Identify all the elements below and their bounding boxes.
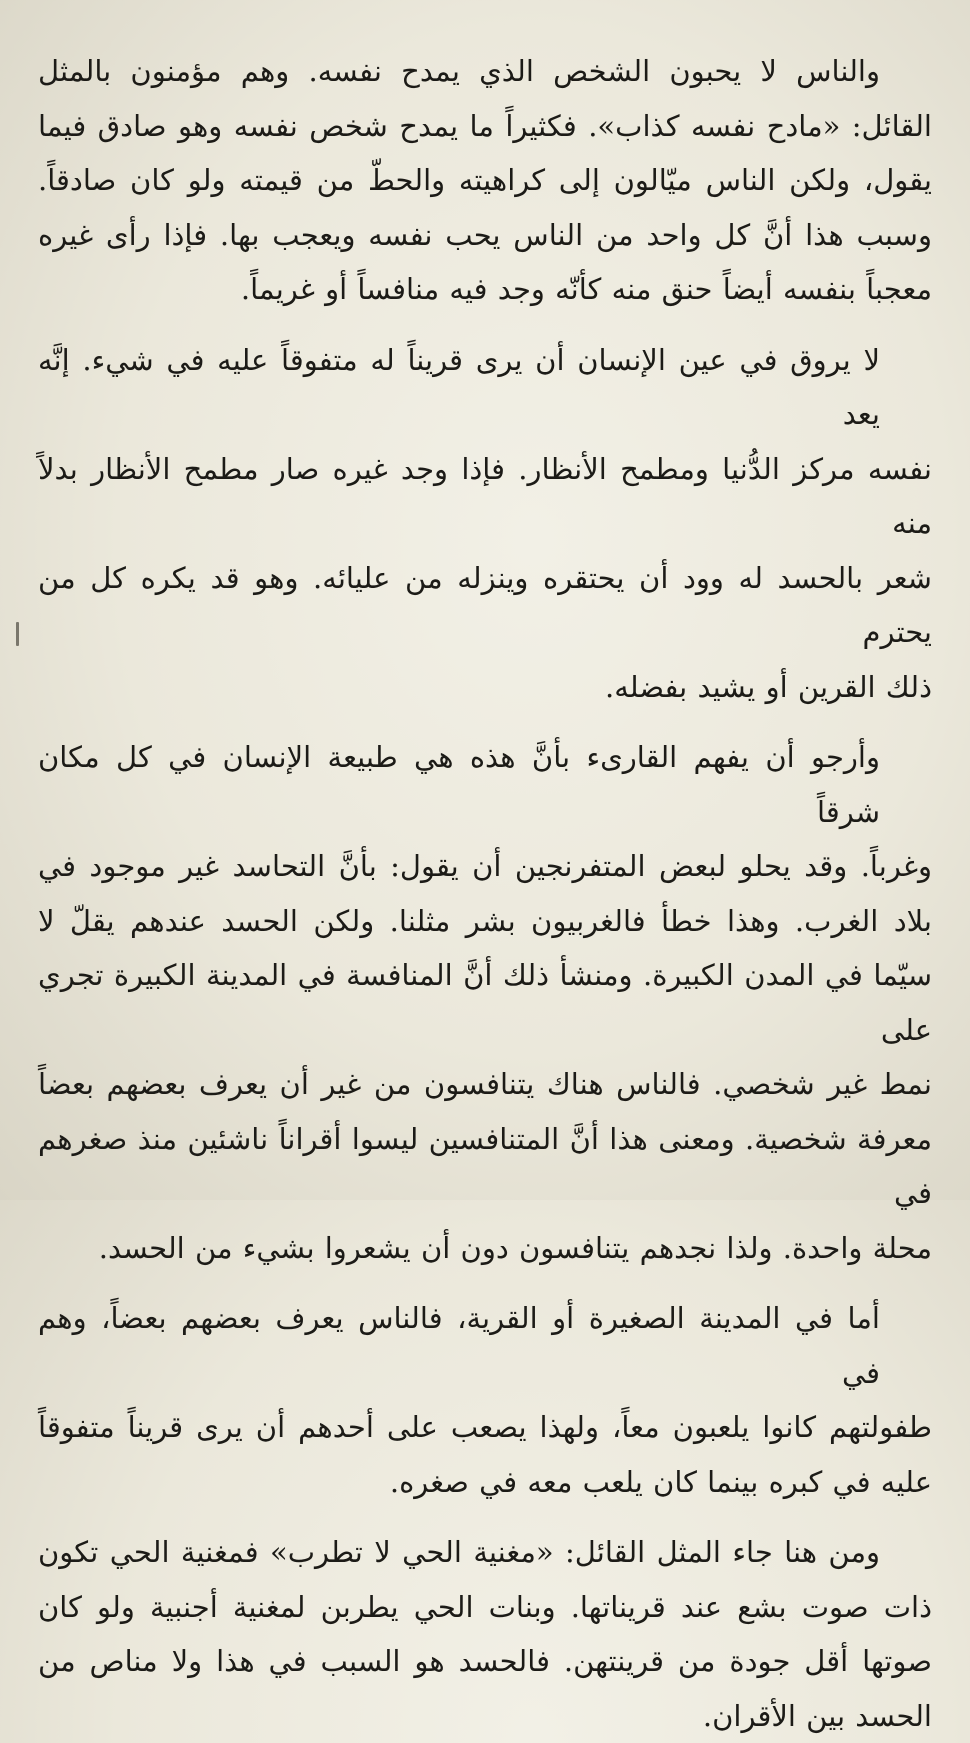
book-page: [38, 44, 932, 1194]
text-line: يقول، ولكن الناس ميّالون إلى كراهيته والحطّ من قيمته ولو كان صادقاً.: [38, 153, 932, 208]
text-line: صوتها أقل جودة من قرينتهن. فالحسد هو السبب في هذا ولا مناص من: [38, 1634, 932, 1689]
text-line: معجباً بنفسه أيضاً حنق منه كأنّه وجد فيه منافساً أو غريماً.: [38, 262, 932, 317]
margin-pencil-mark: [16, 622, 19, 646]
text-line: شعر بالحسد له وود أن يحتقره وينزله من عليائه. وهو قد يكره كل من يحترم: [38, 551, 932, 660]
text-line: الحسد بين الأقران.: [38, 1689, 932, 1743]
paragraph-3: [38, 730, 932, 1275]
text-line: أما في المدينة الصغيرة أو القرية، فالناس يعرف بعضهم بعضاً، وهم في: [38, 1291, 932, 1400]
paragraph-2: [38, 333, 932, 715]
text-line: وغرباً. وقد يحلو لبعض المتفرنجين أن يقول: بأنَّ التحاسد غير موجود في: [38, 839, 932, 894]
text-line: محلة واحدة. ولذا نجدهم يتنافسون دون أن يشعروا بشيء من الحسد.: [38, 1221, 932, 1276]
text-line: وسبب هذا أنَّ كل واحد من الناس يحب نفسه ويعجب بها. فإذا رأى غيره: [38, 208, 932, 263]
text-line: ذلك القرين أو يشيد بفضله.: [38, 660, 932, 715]
paragraph-5: [38, 1525, 932, 1743]
paragraph-1: [38, 44, 932, 317]
text-line: سيّما في المدن الكبيرة. ومنشأ ذلك أنَّ المنافسة في المدينة الكبيرة تجري على: [38, 948, 932, 1057]
paragraph-4: [38, 1291, 932, 1509]
text-line: القائل: «مادح نفسه كذاب». فكثيراً ما يمدح شخص نفسه وهو صادق فيما: [38, 99, 932, 154]
text-line: ذات صوت بشع عند قريناتها. وبنات الحي يطربن لمغنية أجنبية ولو كان: [38, 1580, 932, 1635]
text-line: وأرجو أن يفهم القارىء بأنَّ هذه هي طبيعة الإنسان في كل مكان شرقاً: [38, 730, 932, 839]
text-line: والناس لا يحبون الشخص الذي يمدح نفسه. وهم مؤمنون بالمثل: [38, 44, 932, 99]
text-line: لا يروق في عين الإنسان أن يرى قريناً له متفوقاً عليه في شيء. إنَّه يعد: [38, 333, 932, 442]
text-line: ومن هنا جاء المثل القائل: «مغنية الحي لا تطرب» فمغنية الحي تكون: [38, 1525, 932, 1580]
text-line: نفسه مركز الدُّنيا ومطمح الأنظار. فإذا وجد غيره صار مطمح الأنظار بدلاً منه: [38, 442, 932, 551]
text-line: عليه في كبره بينما كان يلعب معه في صغره.: [38, 1455, 932, 1510]
text-line: معرفة شخصية. ومعنى هذا أنَّ المتنافسين ليسوا أقراناً ناشئين منذ صغرهم في: [38, 1112, 932, 1221]
text-line: نمط غير شخصي. فالناس هناك يتنافسون من غير أن يعرف بعضهم بعضاً: [38, 1057, 932, 1112]
text-line: طفولتهم كانوا يلعبون معاً، ولهذا يصعب على أحدهم أن يرى قريناً متفوقاً: [38, 1400, 932, 1455]
text-line: بلاد الغرب. وهذا خطأ فالغربيون بشر مثلنا. ولكن الحسد عندهم يقلّ لا: [38, 894, 932, 949]
